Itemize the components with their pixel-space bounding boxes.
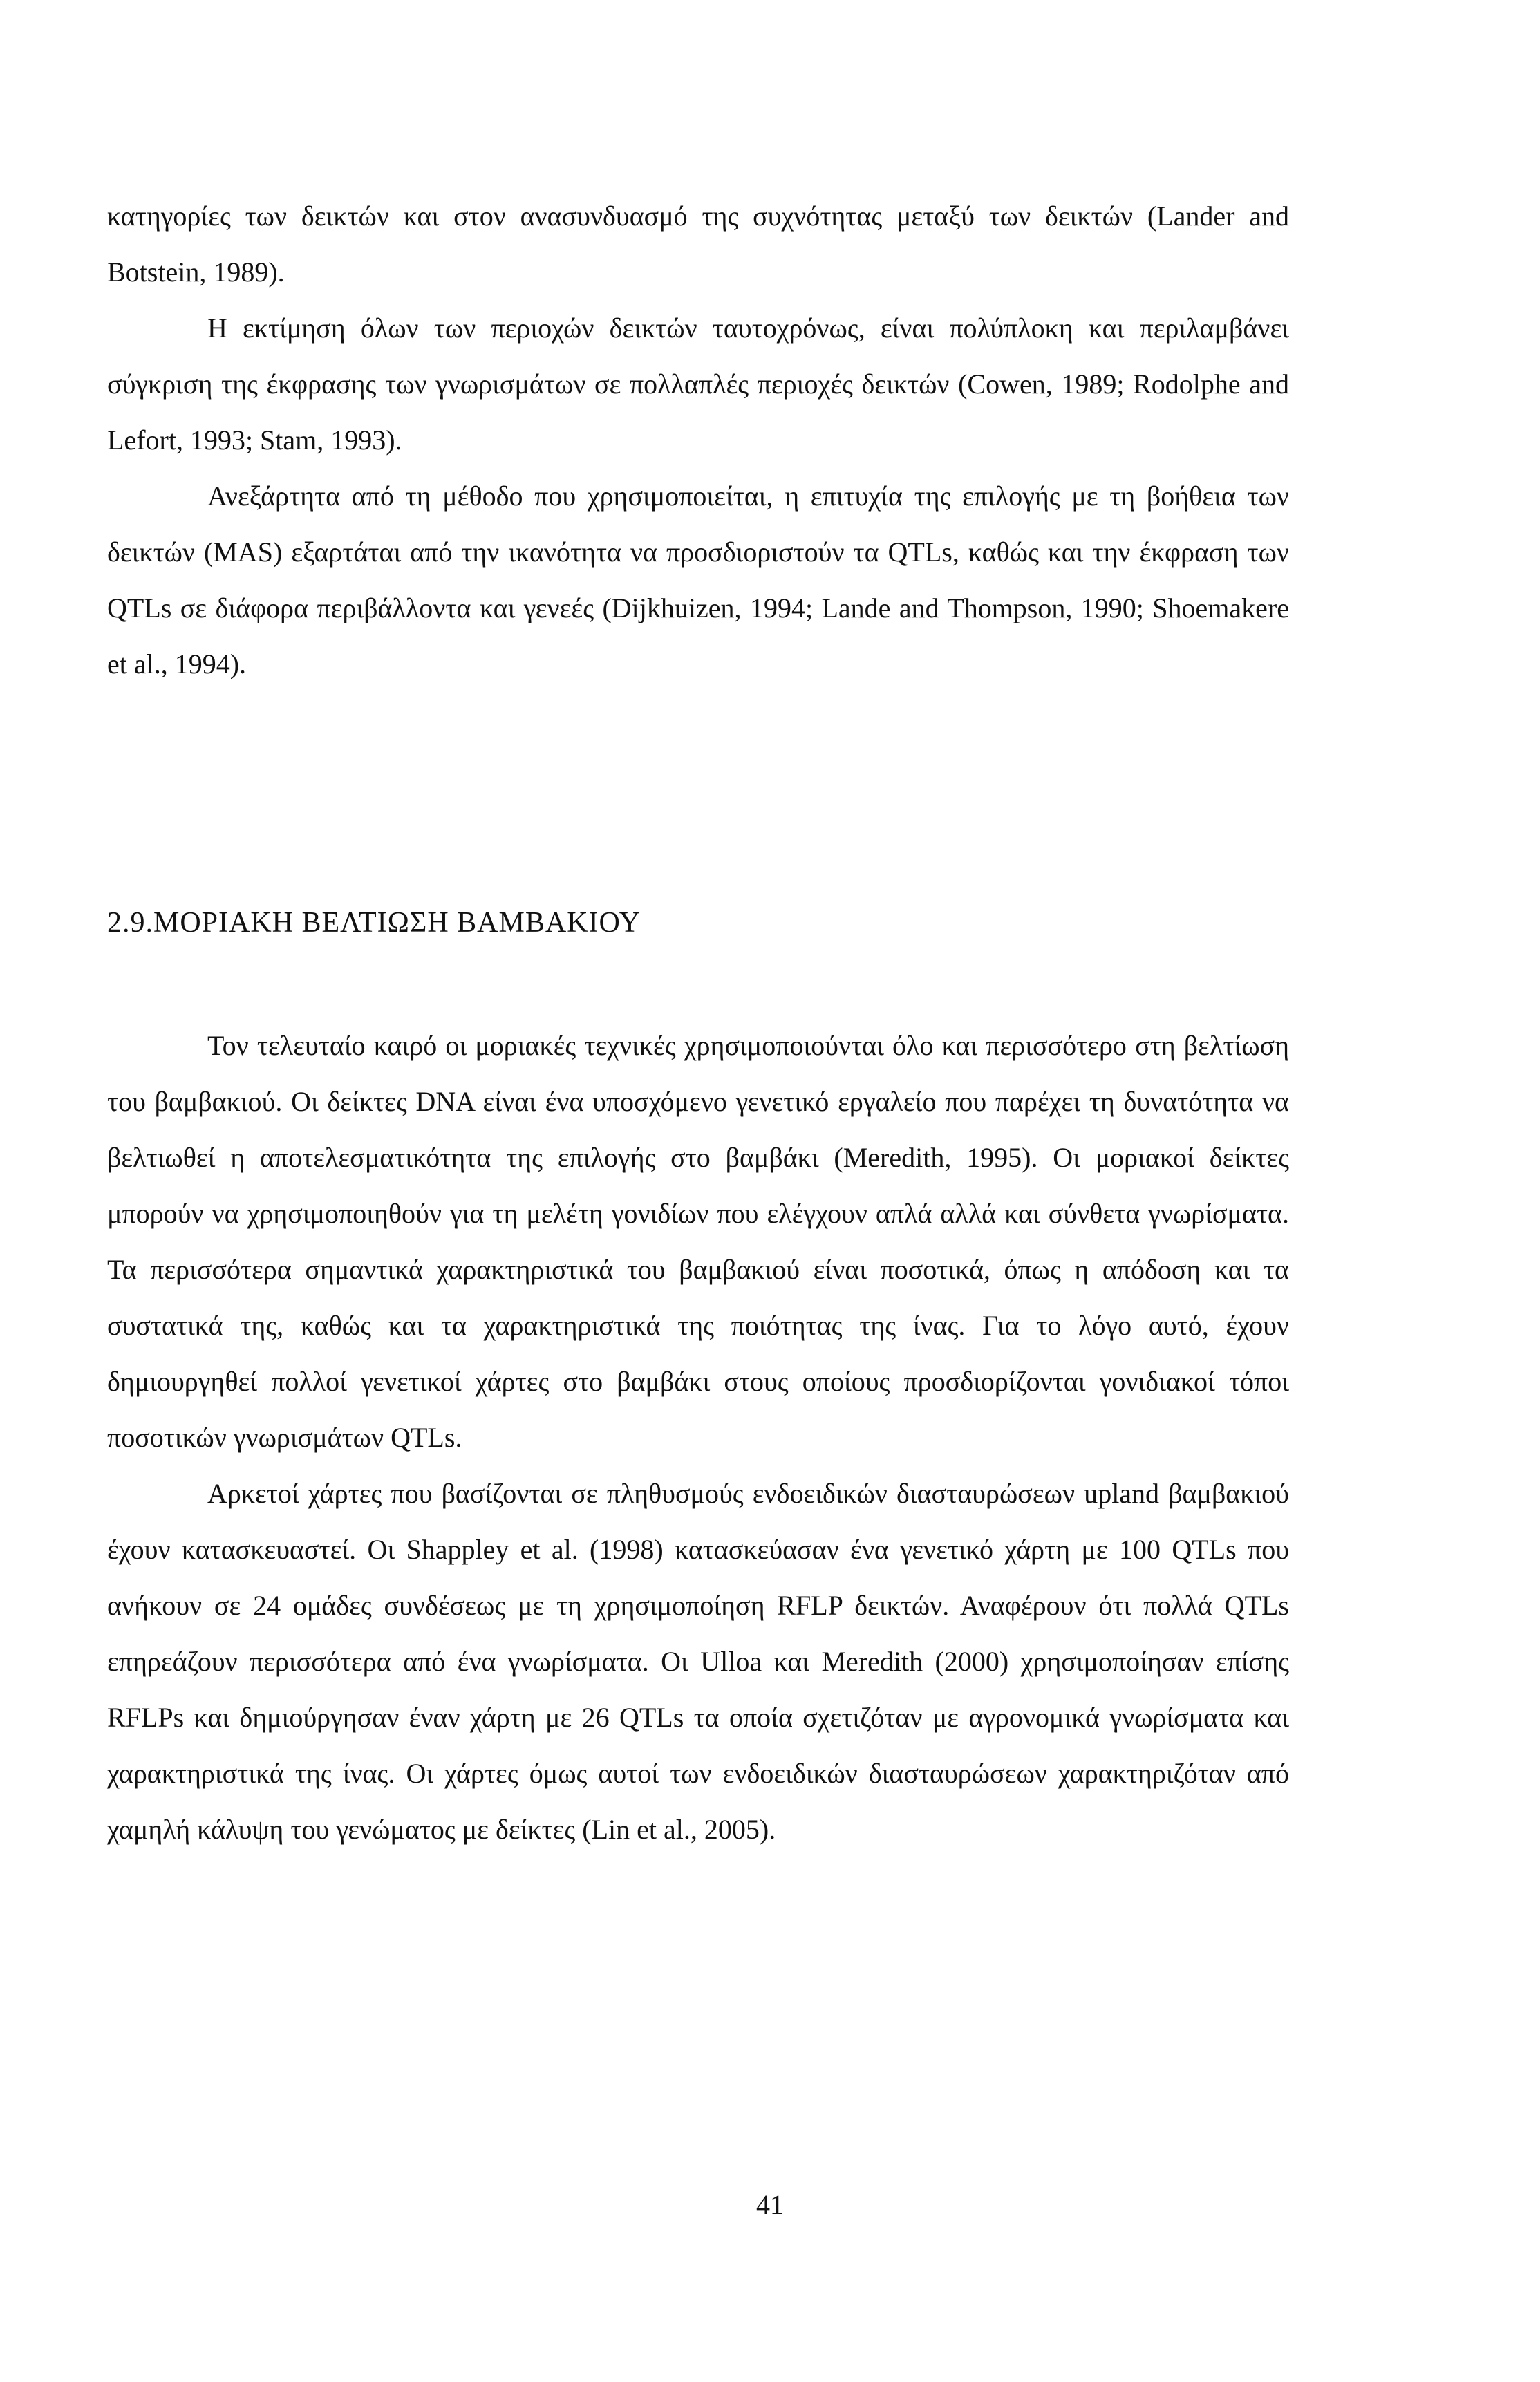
paragraph-continuation: κατηγορίες των δεικτών και στον ανασυνδυασμό της συχνότητας μεταξύ των δεικτών (Lander and Botstein, 1989).	[107, 200, 1289, 288]
text-block-1	[107, 188, 1289, 692]
paragraph-mas-success: Ανεξάρτητα από τη μέθοδο που χρησιμοποιείται, η επιτυχία της επιλογής με τη βοήθεια των δεικτών (MAS) εξαρτάται από την ικανότητα να προσδιοριστούν τα QTLs, καθώς και την έκφραση των QTLs σε διάφορα περιβάλλοντα και γενεές (Dijkhuizen, 1994; Lande and Thompson, 1990; Shoemakere et al., 1994).	[107, 480, 1289, 679]
paragraph-genetic-maps: Αρκετοί χάρτες που βασίζονται σε πληθυσμούς ενδοειδικών διασταυρώσεων upland βαμβακιού έχουν κατασκευαστεί. Οι Shappley et al. (1998) κατασκεύασαν ένα γενετικό χάρτη με 100 QTLs που ανήκουν σε 24 ομάδες συνδέσεως με τη χρησιμοποίηση RFLP δεικτών. Αναφέρουν ότι πολλά QTLs επηρεάζουν περισσότερα από ένα γνωρίσματα. Οι Ulloa και Meredith (2000) χρησιμοποίησαν επίσης RFLPs και δημιούργησαν έναν χάρτη με 26 QTLs τα οποία σχετιζόταν με αγρονομικά γνωρίσματα και χαρακτηριστικά της ίνας. Οι χάρτες όμως αυτοί των ενδοειδικών διασταυρώσεων χαρακτηριζόταν από χαμηλή κάλυψη του γενώματος με δείκτες (Lin et al., 2005).	[107, 1478, 1289, 1845]
paragraph-marker-estimation: Η εκτίμηση όλων των περιοχών δεικτών ταυτοχρόνως, είναι πολύπλοκη και περιλαμβάνει σύγκριση της έκφρασης των γνωρισμάτων σε πολλαπλές περιοχές δεικτών (Cowen, 1989; Rodolphe and Lefort, 1993; Stam, 1993).	[107, 312, 1289, 456]
text-block-2	[107, 1017, 1289, 1857]
paragraph-molecular-techniques: Τον τελευταίο καιρό οι μοριακές τεχνικές χρησιμοποιούνται όλο και περισσότερο στη βελτίωση του βαμβακιού. Οι δείκτες DNA είναι ένα υποσχόμενο γενετικό εργαλείο που παρέχει τη δυνατότητα να βελτιωθεί η αποτελεσματικότητα της επιλογής στο βαμβάκι (Meredith, 1995). Οι μοριακοί δείκτες μπορούν να χρησιμοποιηθούν για τη μελέτη γονιδίων που ελέγχουν απλά αλλά και σύνθετα γνωρίσματα. Τα περισσότερα σημαντικά χαρακτηριστικά του βαμβακιού είναι ποσοτικά, όπως η απόδοση και τα συστατικά της, καθώς και τα χαρακτηριστικά της ποιότητας της ίνας. Για το λόγο αυτό, έχουν δημιουργηθεί πολλοί γενετικοί χάρτες στο βαμβάκι στους οποίους προσδιορίζονται γονιδιακοί τόποι ποσοτικών γνωρισμάτων QTLs.	[107, 1030, 1289, 1453]
page-number: 41	[756, 2189, 784, 2220]
section-heading: 2.9.ΜΟΡΙΑΚΗ ΒΕΛΤΙΩΣΗ ΒΑΜΒΑΚΙΟΥ	[107, 907, 641, 939]
